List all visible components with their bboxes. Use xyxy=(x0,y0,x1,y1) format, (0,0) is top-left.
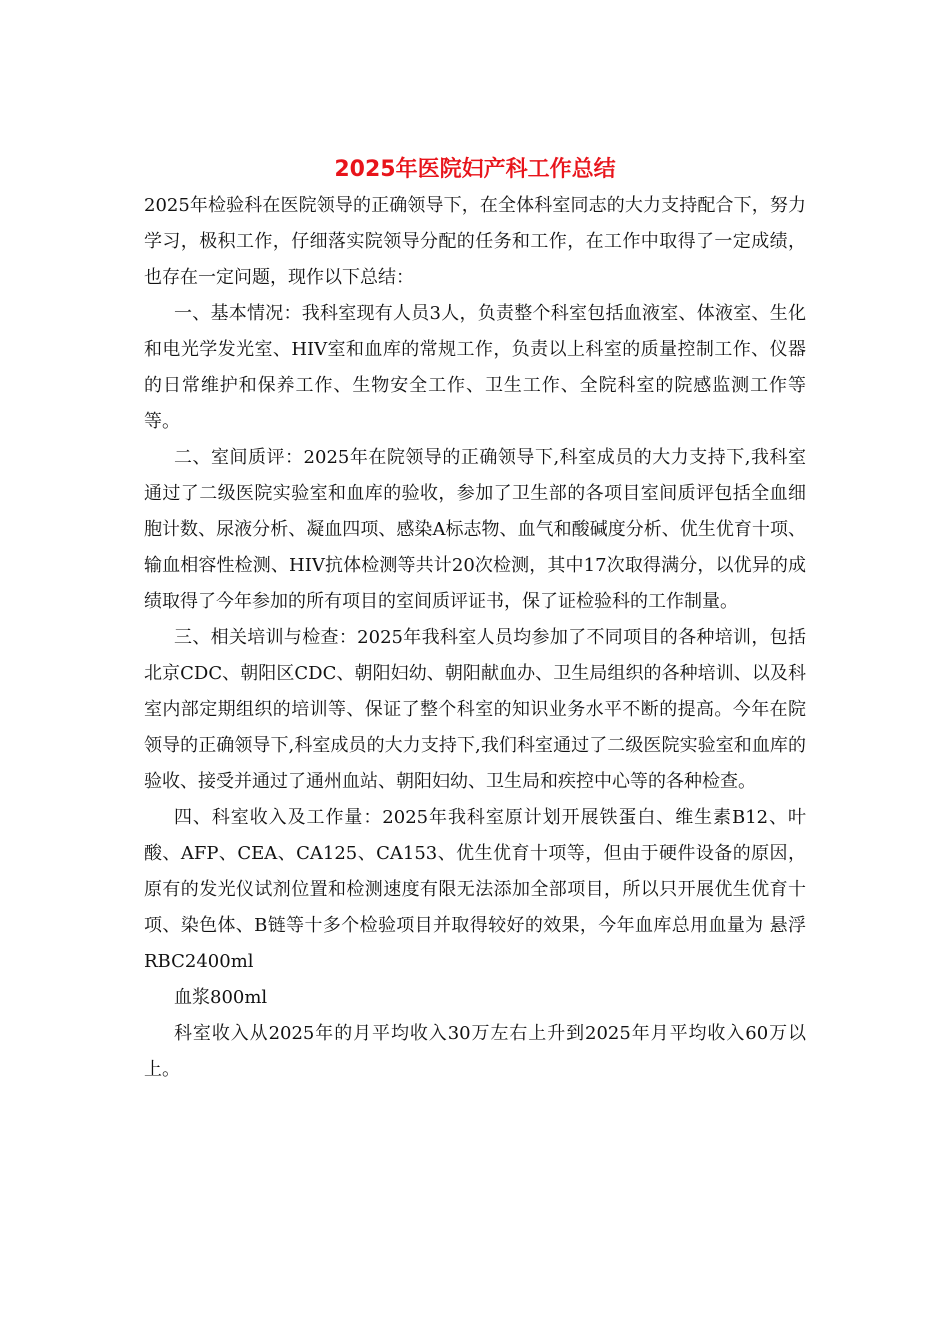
income-workload-paragraph: 四、科室收入及工作量：2025年我科室原计划开展铁蛋白、维生素B12、叶酸、AFP、CEA、CA125、CA153、优生优育十项等，但由于硬件设备的原因，原有的发光仪试剂位置和检测速度有限无法添加全部项目，所以只开展优生优育十项、染色体、B链等十多个检验项目并取得较好的效果，今年血库总用血量为 悬浮RBC2400ml xyxy=(144,807,806,972)
quality-assessment-paragraph: 二、室间质评：2025年在院领导的正确领导下,科室成员的大力支持下,我科室通过了二级医院实验室和血库的验收，参加了卫生部的各项目室间质评包括全血细胞计数、尿液分析、凝血四项、感染A标志物、血气和酸碱度分析、优生优育十项、输血相容性检测、HIV抗体检测等共计20次检测，其中17次取得满分，以优异的成绩取得了今年参加的所有项目的室间质评证书，保了证检验科的工作制量。 xyxy=(144,447,806,612)
training-inspection-paragraph: 三、相关培训与检查：2025年我科室人员均参加了不同项目的各种培训，包括北京CDC、朝阳区CDC、朝阳妇幼、朝阳献血办、卫生局组织的各种培训、以及科室内部定期组织的培训等、保证了整个科室的知识业务水平不断的提高。今年在院领导的正确领导下,科室成员的大力支持下,我们科室通过了二级医院实验室和血库的验收、接受并通过了通州血站、朝阳妇幼、卫生局和疾控中心等的各种检查。 xyxy=(144,627,806,792)
income-summary-paragraph: 科室收入从2025年的月平均收入30万左右上升到2025年月平均收入60万以上。 xyxy=(144,1023,806,1080)
document-title: 2025年医院妇产科工作总结 xyxy=(334,157,616,182)
plasma-volume-line: 血浆800ml xyxy=(174,987,268,1008)
document-body xyxy=(144,150,806,1088)
intro-paragraph: 2025年检验科在医院领导的正确领导下，在全体科室同志的大力支持配合下，努力学习，极积工作，仔细落实院领导分配的任务和工作，在工作中取得了一定成绩，也存在一定问题，现作以下总结： xyxy=(144,195,806,288)
basic-situation-paragraph: 一、基本情况：我科室现有人员3人，负责整个科室包括血液室、体液室、生化和电光学发光室、HIV室和血库的常规工作，负责以上科室的质量控制工作、仪器的日常维护和保养工作、生物安全工作、卫生工作、全院科室的院感监测工作等等。 xyxy=(144,303,806,432)
